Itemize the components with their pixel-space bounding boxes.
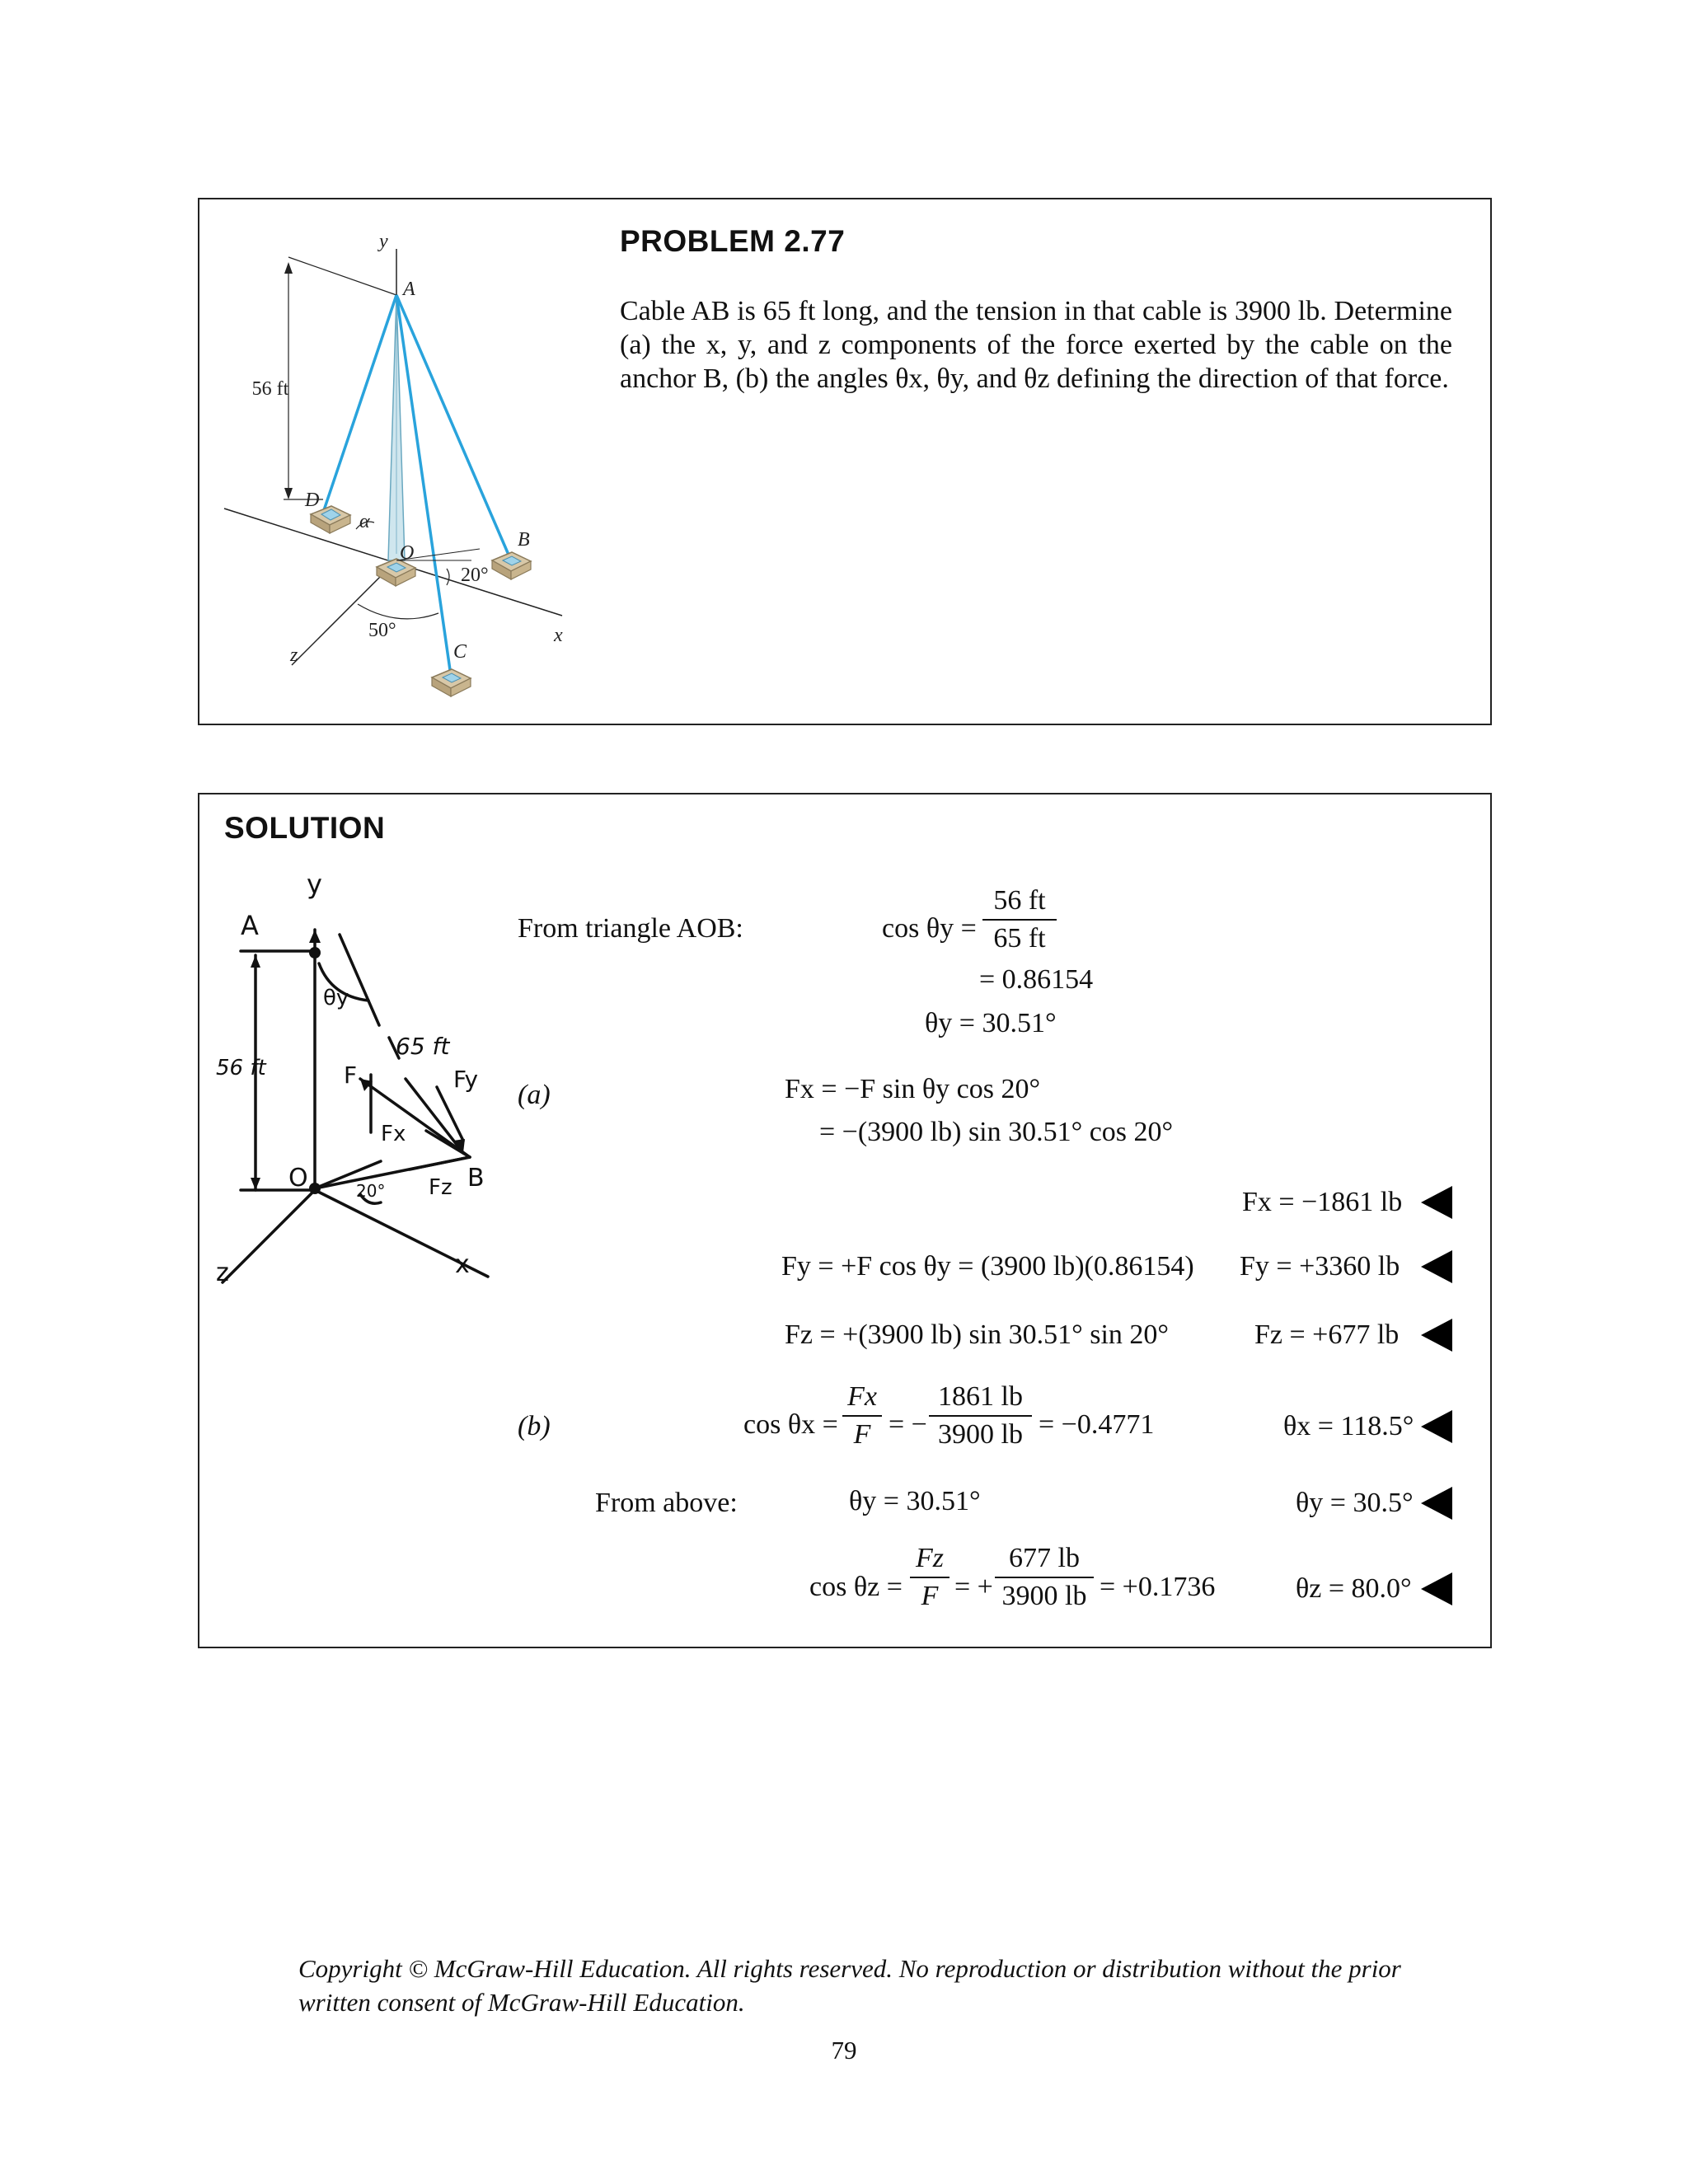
fig-z-axis-label: z	[290, 644, 298, 666]
tower-cable-figure	[199, 199, 612, 724]
cos-theta-x-lhs: cos θx =	[743, 1409, 838, 1440]
solution-sketch	[216, 860, 496, 1322]
fx-eq-2: = −(3900 lb) sin 30.51° cos 20°	[819, 1117, 1174, 1147]
cos-theta-y-lhs: cos θy =	[882, 913, 977, 944]
neg-sign: = −	[889, 1409, 927, 1440]
sketch-fy-label: Fy	[453, 1066, 479, 1093]
theta-z-result: θz = 80.0°	[1296, 1573, 1412, 1604]
from-triangle-label: From triangle AOB:	[518, 913, 743, 944]
sketch-b-label: B	[467, 1164, 485, 1193]
solution-title: SOLUTION	[224, 811, 386, 845]
sketch-fz-label: Fz	[429, 1175, 452, 1200]
solution-panel	[198, 793, 1492, 1648]
theta-x-result: θx = 118.5°	[1283, 1411, 1414, 1441]
fy-result-marker-icon	[1421, 1250, 1452, 1283]
fig-x-axis-label: x	[554, 625, 563, 646]
from-above-label: From above:	[595, 1488, 738, 1518]
fz-over-f-den: F	[921, 1581, 939, 1611]
theta-x-result-marker-icon	[1421, 1410, 1452, 1443]
problem-panel	[198, 198, 1492, 725]
theta-y-result: θy = 30.5°	[1296, 1488, 1414, 1518]
fx-over-f-num: Fx	[842, 1381, 882, 1417]
pos-sign: = +	[954, 1572, 993, 1602]
fz-over-f-num: Fz	[910, 1543, 950, 1578]
problem-statement: Cable AB is 65 ft long, and the tension in that cable is 3900 lb. Determine (a) the x, y, and z components of the force exerted by the cable on the anchor B, (b) the angles θx, θy, and θz defining the direction of that force.	[620, 296, 1452, 394]
cos-theta-z-fraction	[995, 1543, 1094, 1612]
part-a-label: (a)	[518, 1080, 551, 1110]
fig-point-c-label: C	[453, 641, 467, 663]
sketch-height-label: 56 ft	[216, 1056, 266, 1080]
fig-y-axis-label: y	[379, 231, 388, 252]
cos-theta-x-num: 1861 lb	[929, 1381, 1032, 1417]
page-number: 79	[831, 2036, 857, 2064]
fy-eq: Fy = +F cos θy = (3900 lb)(0.86154)	[781, 1251, 1194, 1282]
cos-theta-x-fraction	[929, 1381, 1032, 1451]
sketch-a-label: A	[241, 910, 259, 941]
sketch-fx-label: Fx	[381, 1122, 406, 1146]
anchor-c-icon	[432, 669, 471, 696]
fx-result-marker-icon	[1421, 1186, 1452, 1219]
fig-angle-20-label: 20°	[461, 565, 489, 586]
cos-theta-y-fraction	[982, 885, 1057, 954]
fig-point-b-label: B	[518, 529, 530, 551]
part-b-label: (b)	[518, 1411, 551, 1441]
problem-title: PROBLEM 2.77	[620, 224, 846, 258]
fig-height-label: 56 ft	[251, 378, 289, 400]
sketch-x-label: x	[455, 1250, 470, 1279]
fx-over-f-fraction	[842, 1381, 882, 1451]
fz-eq: Fz = +(3900 lb) sin 30.51° sin 20°	[785, 1319, 1169, 1350]
cos-theta-z-lhs: cos θz =	[809, 1572, 903, 1602]
cos-theta-y-num: 56 ft	[982, 885, 1057, 921]
cos-theta-x-den: 3900 lb	[938, 1419, 1023, 1450]
cos-theta-y-value: = 0.86154	[979, 964, 1094, 995]
theta-y-above: θy = 30.51°	[849, 1486, 981, 1516]
cos-theta-y-den: 65 ft	[993, 923, 1046, 954]
cos-theta-z-value: = +0.1736	[1100, 1572, 1216, 1602]
fig-alpha-label: α	[359, 511, 370, 532]
sketch-y-label: y	[307, 869, 322, 900]
sketch-f-label: F	[344, 1062, 358, 1089]
fx-eq-1: Fx = −F sin θy cos 20°	[785, 1074, 1041, 1104]
theta-y-eq: θy = 30.51°	[925, 1008, 1057, 1038]
fy-result: Fy = +3360 lb	[1240, 1251, 1400, 1282]
fig-point-o-label: O	[400, 542, 415, 564]
theta-z-result-marker-icon	[1421, 1572, 1452, 1605]
cos-theta-x-value: = −0.4771	[1039, 1409, 1155, 1440]
fz-result-marker-icon	[1421, 1319, 1452, 1352]
theta-y-result-marker-icon	[1421, 1487, 1452, 1520]
fig-point-a-label: A	[403, 279, 415, 300]
fz-result: Fz = +677 lb	[1254, 1319, 1400, 1350]
sketch-theta-y-label: θy	[323, 986, 349, 1010]
anchor-b-icon	[492, 552, 531, 579]
fig-point-d-label: D	[305, 490, 320, 511]
copyright-notice: Copyright © McGraw-Hill Education. All rights reserved. No reproduction or distribution without the prior written consent of McGraw-Hill Education.	[298, 1954, 1401, 2017]
fig-angle-50-label: 50°	[368, 620, 396, 641]
fx-result: Fx = −1861 lb	[1242, 1187, 1403, 1217]
cos-theta-z-den: 3900 lb	[1001, 1581, 1087, 1611]
sketch-length-label: 65 ft	[396, 1033, 450, 1060]
sketch-z-label: z	[216, 1258, 229, 1287]
fx-over-f-den: F	[853, 1419, 871, 1450]
sketch-o-label: O	[288, 1164, 308, 1193]
sketch-angle-label: 20°	[356, 1181, 386, 1201]
cos-theta-z-num: 677 lb	[995, 1543, 1094, 1578]
fz-over-f-fraction	[910, 1543, 950, 1612]
